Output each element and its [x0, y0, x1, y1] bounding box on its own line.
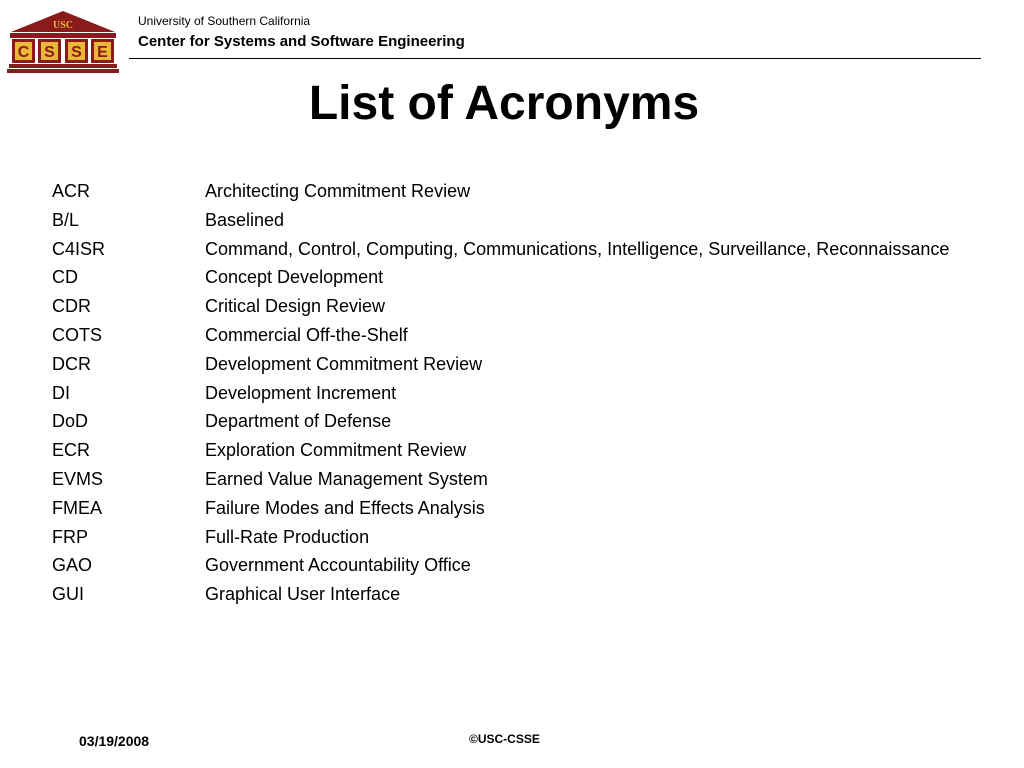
- acronym-term: COTS: [52, 324, 103, 345]
- header-divider: [129, 58, 981, 59]
- university-name: University of Southern California: [138, 14, 311, 28]
- acronym-row: [52, 381, 952, 405]
- acronym-term: DoD: [52, 411, 89, 432]
- acronym-row: [52, 553, 952, 577]
- acronym-definition: Failure Modes and Effects Analysis: [205, 497, 485, 518]
- logo-letter-c: C: [17, 44, 30, 61]
- acronym-row: [52, 208, 952, 232]
- acronym-row: [52, 438, 952, 462]
- acronym-row: [52, 265, 952, 289]
- acronym-definition: Architecting Commitment Review: [205, 181, 471, 201]
- acronym-row: [52, 237, 952, 261]
- acronym-definition: Government Accountability Office: [205, 555, 471, 576]
- acronym-definition: Exploration Commitment Review: [205, 440, 467, 461]
- acronym-definition: Department of Defense: [205, 411, 392, 432]
- acronym-row: [52, 409, 952, 433]
- logo-base-step-2: [7, 69, 119, 73]
- acronym-definition: Critical Design Review: [205, 296, 386, 317]
- acronym-list: [52, 179, 952, 611]
- acronym-term: CD: [52, 267, 78, 288]
- acronym-term: DCR: [52, 353, 91, 374]
- acronym-definition: Command, Control, Computing, Communications, Intelligence, Surveillance, Reconnaissance: [205, 238, 950, 259]
- acronym-definition: Concept Development: [205, 267, 384, 288]
- acronym-definition: Commercial Off-the-Shelf: [205, 324, 408, 345]
- acronym-term: C4ISR: [52, 238, 106, 259]
- acronym-row: [52, 294, 952, 318]
- acronym-row: [52, 467, 952, 491]
- logo-base-step-1: [9, 64, 117, 68]
- acronym-term: FMEA: [52, 497, 103, 518]
- acronym-definition: Full-Rate Production: [205, 526, 370, 547]
- logo-letter-s2: S: [71, 44, 82, 61]
- acronym-row: [52, 352, 952, 376]
- acronym-term: FRP: [52, 526, 88, 547]
- acronym-definition: Development Commitment Review: [205, 353, 483, 374]
- footer-date: 03/19/2008: [79, 733, 150, 749]
- acronym-definition: Earned Value Management System: [205, 468, 488, 489]
- acronym-definition: Baselined: [205, 209, 285, 230]
- logo-letter-e: E: [97, 44, 108, 61]
- acronym-term: CDR: [52, 296, 91, 317]
- page-title: List of Acronyms: [308, 77, 700, 130]
- logo-letter-s1: S: [44, 44, 55, 61]
- acronym-term: DI: [52, 382, 70, 403]
- acronym-term: GAO: [52, 555, 93, 576]
- acronym-row: [52, 525, 952, 549]
- acronym-term: B/L: [52, 209, 80, 230]
- acronym-term: ACR: [52, 181, 91, 201]
- center-name: Center for Systems and Software Engineering: [138, 33, 465, 50]
- acronym-term: EVMS: [52, 468, 104, 489]
- acronym-row: [52, 496, 952, 520]
- acronym-row: [52, 323, 952, 347]
- logo-usc-text: USC: [52, 20, 74, 31]
- acronym-definition: Graphical User Interface: [205, 584, 401, 605]
- acronym-row: [52, 179, 952, 203]
- acronym-definition: Development Increment: [205, 382, 397, 403]
- acronym-term: GUI: [52, 584, 85, 605]
- footer-copyright: ©USC-CSSE: [469, 732, 540, 746]
- acronym-term: ECR: [52, 440, 91, 461]
- usc-csse-logo: [7, 10, 119, 74]
- logo-entablature: [10, 33, 116, 38]
- acronym-row: [52, 582, 952, 606]
